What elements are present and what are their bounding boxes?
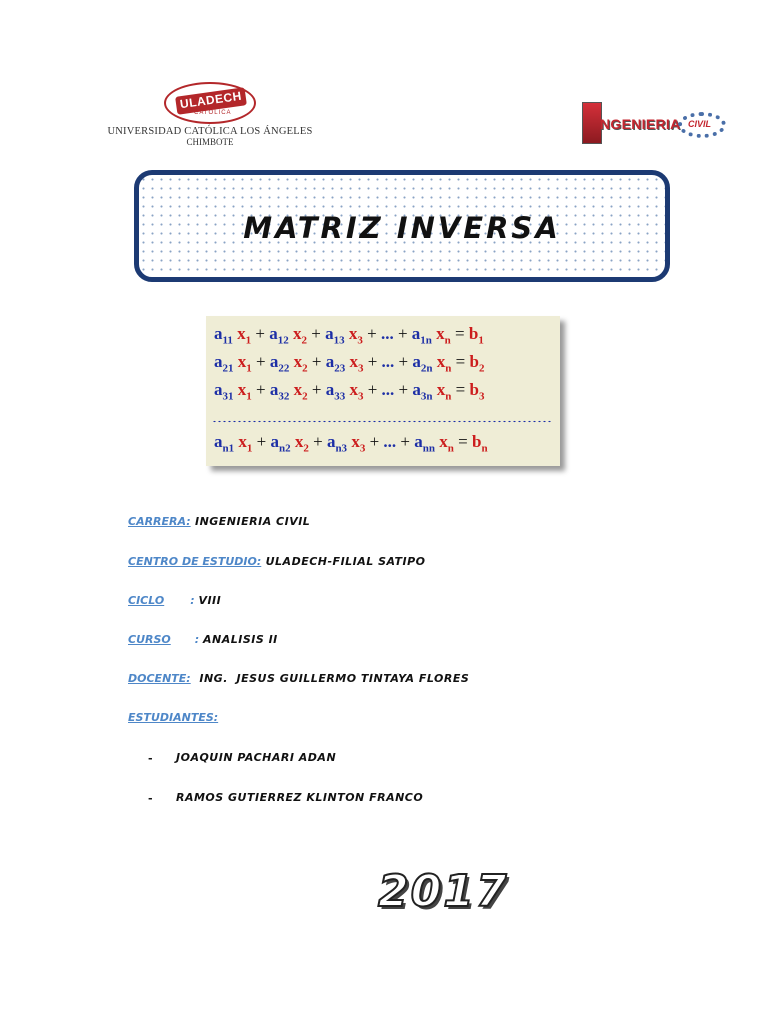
coefficient-subscript: 33	[334, 390, 346, 403]
plus-sign: +	[400, 432, 410, 451]
uladech-sub: CATÓLICA	[194, 110, 232, 116]
docente-line	[128, 672, 469, 685]
coefficient: a	[269, 324, 278, 343]
variable-subscript: n	[445, 390, 452, 403]
curso-sep: :	[194, 633, 203, 646]
variable: x	[349, 352, 358, 371]
equation-row	[214, 432, 488, 454]
coefficient-subscript: 3n	[420, 390, 433, 403]
curso-value: ANALISIS II	[202, 633, 278, 646]
ciclo-line	[128, 594, 221, 607]
variable: x	[293, 380, 303, 399]
coefficient-subscript: 32	[278, 390, 290, 403]
variable: x	[439, 432, 448, 451]
coefficient-subscript: n3	[335, 442, 348, 455]
variable: x	[237, 352, 247, 371]
university-city: CHIMBOTE	[186, 137, 234, 147]
equation-row	[214, 380, 484, 402]
student-name: JOAQUIN PACHARI ADAN	[176, 751, 337, 764]
coefficient-subscript: 22	[278, 362, 290, 375]
ingenieria-civil-logo	[578, 100, 734, 148]
plus-sign: +	[311, 352, 322, 371]
carrera-line	[128, 515, 310, 528]
ellipsis: ...	[381, 380, 395, 399]
variable-subscript: n	[445, 362, 452, 375]
ciclo-label: CICLO	[128, 594, 165, 607]
variable: x	[348, 324, 358, 343]
plus-sign: +	[398, 352, 409, 371]
ellipsis: ...	[380, 324, 394, 343]
centro-label: CENTRO DE ESTUDIO:	[128, 555, 262, 568]
ciclo-sep: :	[190, 594, 199, 607]
variable-subscript: 2	[301, 334, 307, 347]
variable: x	[293, 352, 303, 371]
uladech-mark: ULADECH	[179, 88, 243, 112]
equals-sign: =	[455, 380, 466, 399]
university-name: UNIVERSIDAD CATÓLICA LOS ÁNGELES	[107, 126, 313, 137]
plus-sign: +	[367, 352, 378, 371]
equation-row	[214, 352, 484, 374]
coefficient: a	[412, 352, 421, 371]
coefficient-subscript: 12	[277, 334, 289, 347]
coefficient-subscript: 2n	[420, 362, 433, 375]
plus-sign: +	[256, 352, 266, 371]
variable: x	[436, 324, 445, 343]
variable-subscript: 1	[246, 362, 252, 375]
constant: b	[469, 380, 479, 399]
plus-sign: +	[311, 324, 321, 343]
student-bullet: -	[148, 792, 153, 805]
coefficient-subscript: 11	[222, 334, 233, 347]
plus-sign: +	[367, 324, 377, 343]
carrera-value: INGENIERIA CIVIL	[190, 515, 311, 528]
plus-sign: +	[256, 432, 267, 451]
student-bullet: -	[148, 752, 153, 765]
variable: x	[436, 380, 446, 399]
constant-subscript: 3	[478, 390, 485, 403]
variable-subscript: n	[447, 442, 454, 455]
variable: x	[349, 380, 358, 399]
page-title: MATRIZ INVERSA	[243, 211, 561, 245]
coefficient: a	[325, 324, 334, 343]
docente-value: ING. JESUS GUILLERMO TINTAYA FLORES	[190, 672, 470, 685]
curso-line	[128, 633, 278, 646]
coefficient: a	[325, 352, 335, 371]
docente-label: DOCENTE:	[128, 672, 191, 685]
variable: x	[237, 324, 246, 343]
variable: x	[238, 432, 247, 451]
coefficient-subscript: 23	[334, 362, 346, 375]
constant: b	[471, 432, 482, 451]
plus-sign: +	[367, 380, 378, 399]
coefficient: a	[414, 432, 423, 451]
coefficient: a	[412, 380, 421, 399]
ellipsis: ...	[383, 432, 397, 451]
student-name: RAMOS GUTIERREZ KLINTON FRANCO	[176, 791, 424, 804]
coefficient-subscript: 21	[222, 362, 234, 375]
year-label: 2017	[378, 866, 509, 917]
carrera-label: CARRERA:	[128, 515, 191, 528]
coefficient: a	[411, 324, 421, 343]
coefficient-subscript: n2	[278, 442, 291, 455]
title-box	[134, 170, 670, 282]
coefficient: a	[214, 324, 223, 343]
plus-sign: +	[369, 432, 380, 451]
equals-sign: =	[455, 352, 466, 371]
variable-subscript: 2	[302, 390, 308, 403]
uladech-emblem	[164, 82, 256, 124]
coefficient: a	[214, 352, 223, 371]
coefficient: a	[325, 380, 335, 399]
constant: b	[468, 324, 479, 343]
plus-sign: +	[311, 380, 322, 399]
coefficient: a	[270, 432, 279, 451]
uladech-logo	[92, 82, 328, 150]
constant: b	[469, 352, 479, 371]
constant-subscript: 1	[478, 334, 484, 347]
coefficient-subscript: nn	[422, 442, 435, 455]
equals-sign: =	[455, 324, 465, 343]
variable: x	[237, 380, 247, 399]
ellipsis: ...	[381, 352, 395, 371]
coefficient: a	[214, 432, 223, 451]
variable-subscript: 1	[245, 334, 252, 347]
gear-icon	[678, 112, 726, 138]
variable-subscript: 2	[303, 442, 309, 455]
ingenieria-word: NGENIERIA	[600, 116, 681, 132]
variable-subscript: 3	[357, 362, 364, 375]
plus-sign: +	[397, 324, 408, 343]
coefficient-subscript: n1	[222, 442, 235, 455]
civil-badge: CIVIL	[688, 119, 712, 129]
coefficient: a	[326, 432, 336, 451]
centro-value: ULADECH-FILIAL SATIPO	[261, 555, 426, 568]
variable-subscript: 2	[302, 362, 308, 375]
coefficient-subscript: 13	[333, 334, 345, 347]
variable-subscript: n	[444, 334, 451, 347]
estudiantes-line	[128, 711, 218, 724]
coefficient: a	[214, 380, 223, 399]
variable: x	[293, 324, 302, 343]
coefficient-subscript: 1n	[420, 334, 432, 347]
variable-subscript: 1	[246, 390, 252, 403]
coefficient: a	[269, 352, 279, 371]
constant-subscript: 2	[478, 362, 485, 375]
variable: x	[294, 432, 304, 451]
variable-subscript: 3	[357, 390, 364, 403]
ciclo-value: VIII	[198, 594, 222, 607]
plus-sign: +	[255, 324, 265, 343]
centro-line	[128, 555, 426, 568]
ingenieria-i-block	[582, 102, 602, 144]
coefficient: a	[269, 380, 279, 399]
variable: x	[436, 352, 446, 371]
equals-sign: =	[458, 432, 468, 451]
variable-subscript: 3	[359, 442, 366, 455]
variable: x	[351, 432, 360, 451]
plus-sign: +	[256, 380, 266, 399]
curso-label: CURSO	[128, 633, 171, 646]
plus-sign: +	[313, 432, 323, 451]
constant-subscript: n	[481, 442, 488, 455]
coefficient-subscript: 31	[222, 390, 234, 403]
plus-sign: +	[398, 380, 409, 399]
estudiantes-label: ESTUDIANTES:	[128, 711, 219, 724]
variable-subscript: 1	[246, 442, 253, 455]
equation-system-card	[206, 316, 560, 466]
dotted-separator	[212, 420, 552, 423]
equation-row	[214, 324, 484, 346]
variable-subscript: 3	[357, 334, 363, 347]
